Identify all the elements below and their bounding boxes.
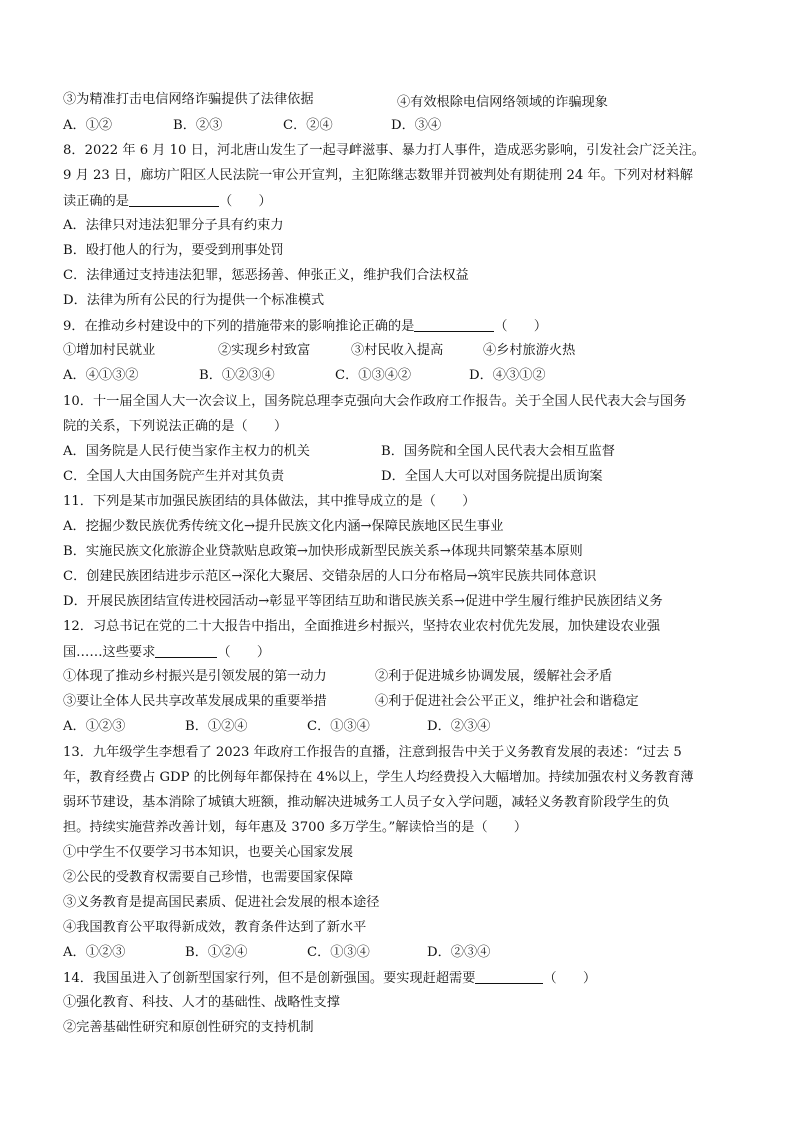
q12-statement-4: ④利于促进社会公平正义，维护社会和谐稳定 [375, 694, 639, 709]
q12-answer-a: A．①②③ [63, 719, 126, 734]
q14-paren: （ ） [543, 971, 597, 986]
q9-stem-text: 9．在推动乡村建设中的下列的措施带来的影响推论正确的是 [63, 319, 415, 334]
q8-stem-1: 8．2022 年 6 月 10 日，河北唐山发生了一起寻衅滋事、暴力打人事件，造成恶劣影响，引发社会广泛关注。 [63, 143, 705, 158]
q11-option-d: D．开展民族团结宣传进校园活动→彰显平等团结互助和谐民族关系→促进中学生履行维护民族团结义务 [63, 594, 663, 609]
q12-answer-c: C．①③④ [307, 719, 370, 734]
q7-option-4: ④有效根除电信网络领域的诈骗现象 [397, 95, 608, 110]
q13-statement-2: ②公民的受教育权需要自己珍惜，也需要国家保障 [63, 870, 354, 885]
q9-stem [63, 317, 547, 336]
q8-stem-2: 9 月 23 日，廊坊广阳区人民法院一审公开宣判，主犯陈继志数罪并罚被判处有期徒刑 24 年。下列对材料解 [63, 168, 693, 183]
q14-stem-text: 14．我国虽进入了创新型国家行列，但不是创新强国。要实现赶超需要 [63, 971, 476, 986]
q12-paren: （ ） [217, 645, 271, 660]
q10-option-a: A．国务院是人民行使当家作主权力的机关 [63, 444, 310, 459]
q8-stem-text: 读正确的是 [63, 194, 129, 209]
q13-stem-4: 担。持续实施营养改善计划，每年惠及 3700 多万学生。”解读恰当的是（ ） [63, 820, 528, 835]
q8-option-c: C．法律通过支持违法犯罪，惩恶扬善、伸张正义，维护我们合法权益 [63, 268, 469, 283]
q12-blank [155, 643, 217, 658]
q11-stem: 11．下列是某市加强民族团结的具体做法，其中推导成立的是（ ） [63, 494, 476, 509]
q9-statement-2: ②实现乡村致富 [218, 343, 311, 358]
q9-answer-d: D．④③①② [469, 368, 546, 383]
q11-option-b: B．实施民族文化旅游企业贷款贴息政策→加快形成新型民族关系→体现共同繁荣基本原则 [63, 544, 583, 559]
q8-option-d: D．法律为所有公民的行为提供一个标准模式 [63, 293, 325, 308]
q8-option-a: A．法律只对违法犯罪分子具有约束力 [63, 218, 284, 233]
q12-stem-1: 12．习总书记在党的二十大报告中指出，全面推进乡村振兴，坚持农业农村优先发展，加快建设农业强 [63, 619, 661, 634]
q13-answer-b: B．①②④ [185, 945, 248, 960]
q8-stem-3 [63, 192, 272, 211]
q9-statement-3: ③村民收入提高 [351, 343, 444, 358]
q11-option-a: A．挖掘少数民族优秀传统文化→提升民族文化内涵→保障民族地区民生事业 [63, 519, 504, 534]
q12-statement-1: ①体现了推动乡村振兴是引领发展的第一动力 [63, 669, 327, 684]
q13-answer-a: A．①②③ [63, 945, 126, 960]
q9-blank [414, 317, 494, 332]
q9-answer-b: B．①②③④ [199, 368, 275, 383]
q14-statement-1: ①强化教育、科技、人才的基础性、战略性支撑 [63, 995, 340, 1010]
q13-stem-3: 弱环节建设，基本消除了城镇大班额，推动解决进城务工人员子女入学问题，减轻义务教育阶段学生的负 [63, 795, 670, 810]
q12-statement-3: ③要让全体人民共享改革发展成果的重要举措 [63, 694, 327, 709]
q13-stem-2: 年，教育经费占 GDP 的比例每年都保持在 4%以上，学生人均经费投入大幅增加。持续加强农村义务教育薄 [63, 770, 694, 785]
q8-blank [129, 192, 219, 207]
q9-statement-4: ④乡村旅游火热 [483, 343, 576, 358]
q7-answer-a: A．①② [63, 118, 113, 133]
q13-answer-d: D．②③④ [427, 945, 491, 960]
q10-option-c: C．全国人大由国务院产生并对其负责 [63, 469, 285, 484]
q8-option-b: B．殴打他人的行为，要受到刑事处罚 [63, 243, 284, 258]
q7-option-3: ③为精准打击电信网络诈骗提供了法律依据 [63, 92, 314, 107]
q12-statement-2: ②利于促进城乡协调发展，缓解社会矛盾 [375, 669, 613, 684]
q14-blank [475, 969, 543, 984]
q7-answer-d: D．③④ [391, 118, 442, 133]
q12-stem-text: 国……这些要求 [63, 645, 156, 660]
q11-option-c: C．创建民族团结进步示范区→深化大聚居、交错杂居的人口分布格局→筑牢民族共同体意识 [63, 569, 597, 584]
q10-option-d: D．全国人大可以对国务院提出质询案 [381, 469, 603, 484]
q9-answer-c: C．①③④② [335, 368, 412, 383]
q12-answer-b: B．①②④ [185, 719, 248, 734]
q9-statement-1: ①增加村民就业 [63, 343, 156, 358]
q12-answer-d: D．②③④ [427, 719, 491, 734]
q8-paren: （ ） [218, 194, 272, 209]
q9-answer-a: A．④①③② [63, 368, 139, 383]
q13-stem-1: 13．九年级学生李想看了 2023 年政府工作报告的直播，注意到报告中关于义务教育发展的表述：“过去 5 [63, 745, 682, 760]
q9-paren: （ ） [494, 319, 548, 334]
q13-answer-c: C．①③④ [307, 945, 370, 960]
q13-statement-1: ①中学生不仅要学习书本知识，也要关心国家发展 [63, 845, 354, 860]
q7-answer-b: B．②③ [173, 118, 223, 133]
q12-stem-2 [63, 643, 270, 662]
q7-answer-c: C．②④ [283, 118, 333, 133]
q14-stem [63, 969, 596, 988]
q10-stem-2: 院的关系，下列说法正确的是（ ） [63, 419, 288, 434]
q13-statement-3: ③义务教育是提高国民素质、促进社会发展的根本途径 [63, 895, 380, 910]
q14-statement-2: ②完善基础性研究和原创性研究的支持机制 [63, 1020, 314, 1035]
q7-option-row-2 [63, 91, 314, 109]
q10-stem-1: 10．十一届全国人大一次会议上，国务院总理李克强向大会作政府工作报告。关于全国人民代表大会与国务 [63, 394, 687, 409]
q13-statement-4: ④我国教育公平取得新成效，教育条件达到了新水平 [63, 920, 367, 935]
q10-option-b: B．国务院和全国人民代表大会相互监督 [381, 444, 615, 459]
